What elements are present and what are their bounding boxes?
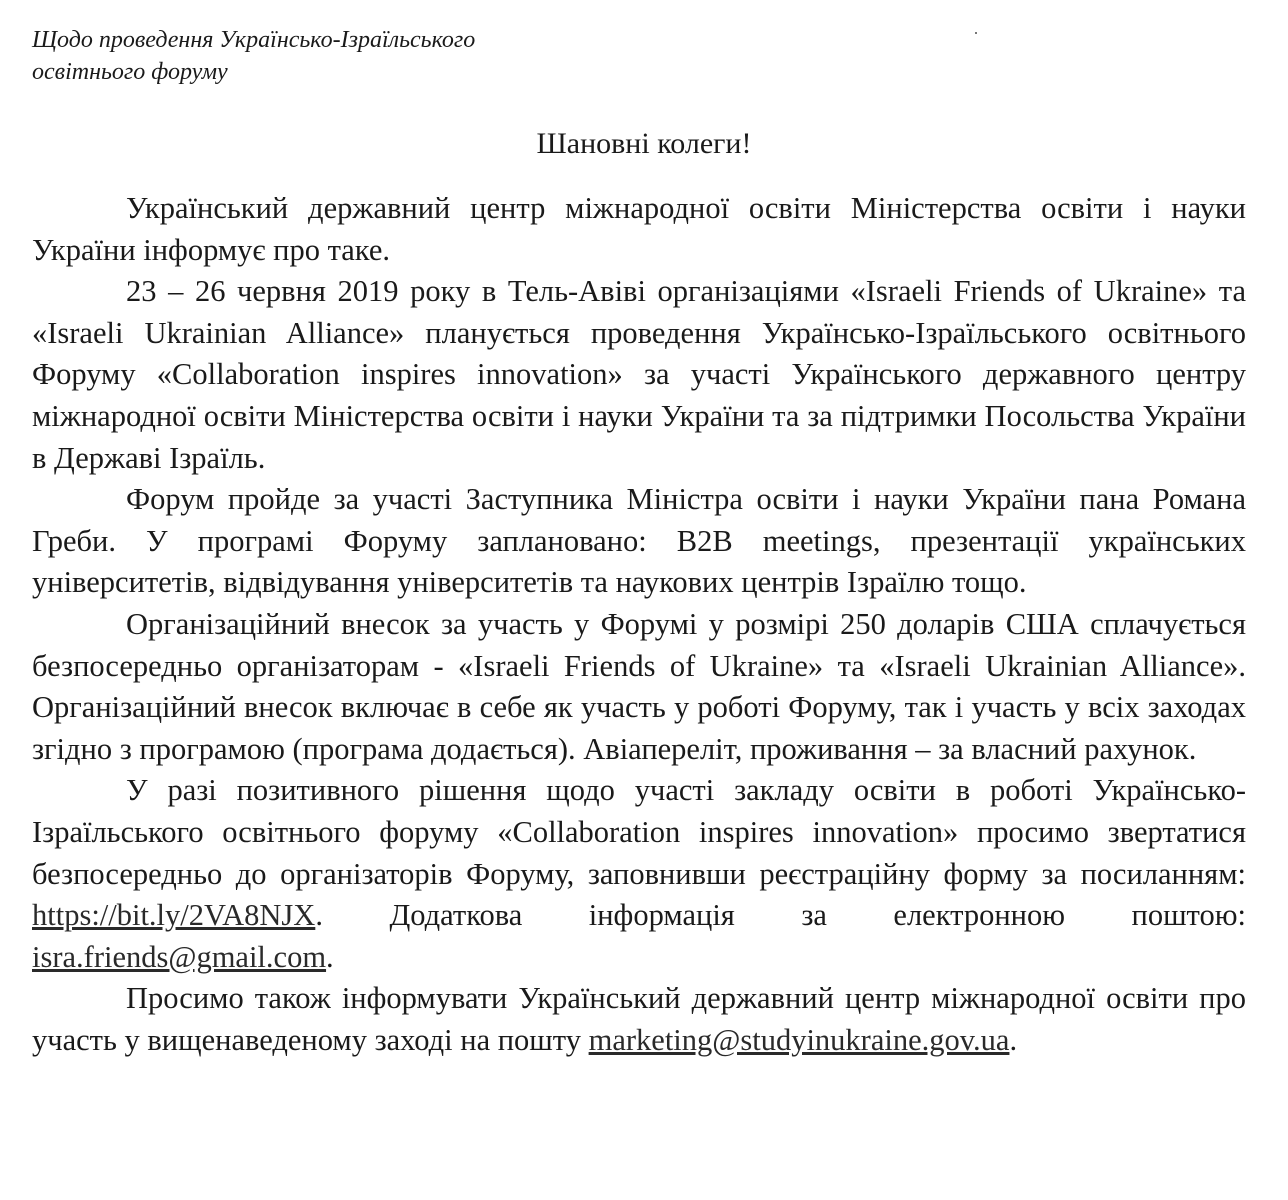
registration-link[interactable]: https://bit.ly/2VA8NJX — [32, 898, 316, 933]
paragraph-forum-dates: 23 – 26 червня 2019 року в Тель-Авіві організаціями «Israeli Friends of Ukraine» та «Israeli Ukrainian Alliance» планується проведення Українсько-Ізраїльського освітнього Форуму «Collaboration inspires innovation» за участі Українського державного центру міжнародної освіти Міністерства освіти і науки України та за підтримки Посольства України в Державі Ізраїль. — [32, 274, 1246, 475]
paragraph-intro: Український державний центр міжнародної освіти Міністерства освіти і науки України інформує про таке. — [32, 191, 1246, 267]
registration-text-end: . — [326, 939, 334, 974]
organizer-email-link[interactable]: isra.friends@gmail.com — [32, 939, 327, 974]
scan-speck — [975, 32, 977, 34]
paragraph-inform — [32, 978, 1246, 1061]
letter-subject — [32, 24, 632, 88]
paragraph-forum-program: Форум пройде за участі Заступника Міністра освіти і науки України пана Романа Греби. У програмі Форуму заплановано: B2B meetings, презентації українських університетів, відвідування університетів та наукових центрів Ізраїлю тощо. — [32, 482, 1246, 600]
registration-text-mid: . Додаткова інформація за електронною поштою: — [315, 898, 1246, 933]
subject-line-2: освітнього форуму — [32, 59, 228, 85]
paragraph-registration — [32, 770, 1246, 978]
letter-body — [32, 188, 1246, 1061]
inform-text-end: . — [1009, 1022, 1018, 1057]
marketing-email-link[interactable]: marketing@studyinukraine.gov.ua — [588, 1022, 1010, 1057]
inform-text: Просимо також інформувати Український державний центр міжнародної освіти про участь у вищенаведеному заході на пошту — [32, 981, 1246, 1057]
salutation: Шановні колеги! — [536, 127, 752, 160]
paragraph-fee: Організаційний внесок за участь у Форумі у розмірі 250 доларів США сплачується безпосередньо організаторам - «Israeli Friends of Ukraine» та «Israeli Ukrainian Alliance». Організаційний внесок включає в себе як участь у роботі Форуму, так і участь у всіх заходах згідно з програмою (програма додається). Авіапереліт, проживання – за власний рахунок. — [32, 606, 1246, 766]
subject-line-1: Щодо проведення Українсько-Ізраїльського — [32, 27, 476, 53]
registration-text: У разі позитивного рішення щодо участі закладу освіти в роботі Українсько-Ізраїльського освітнього форуму «Collaboration inspires innovation» просимо звертатися безпосередньо до організаторів Форуму, заповнивши реєстраційну форму за посиланням: — [32, 773, 1246, 891]
